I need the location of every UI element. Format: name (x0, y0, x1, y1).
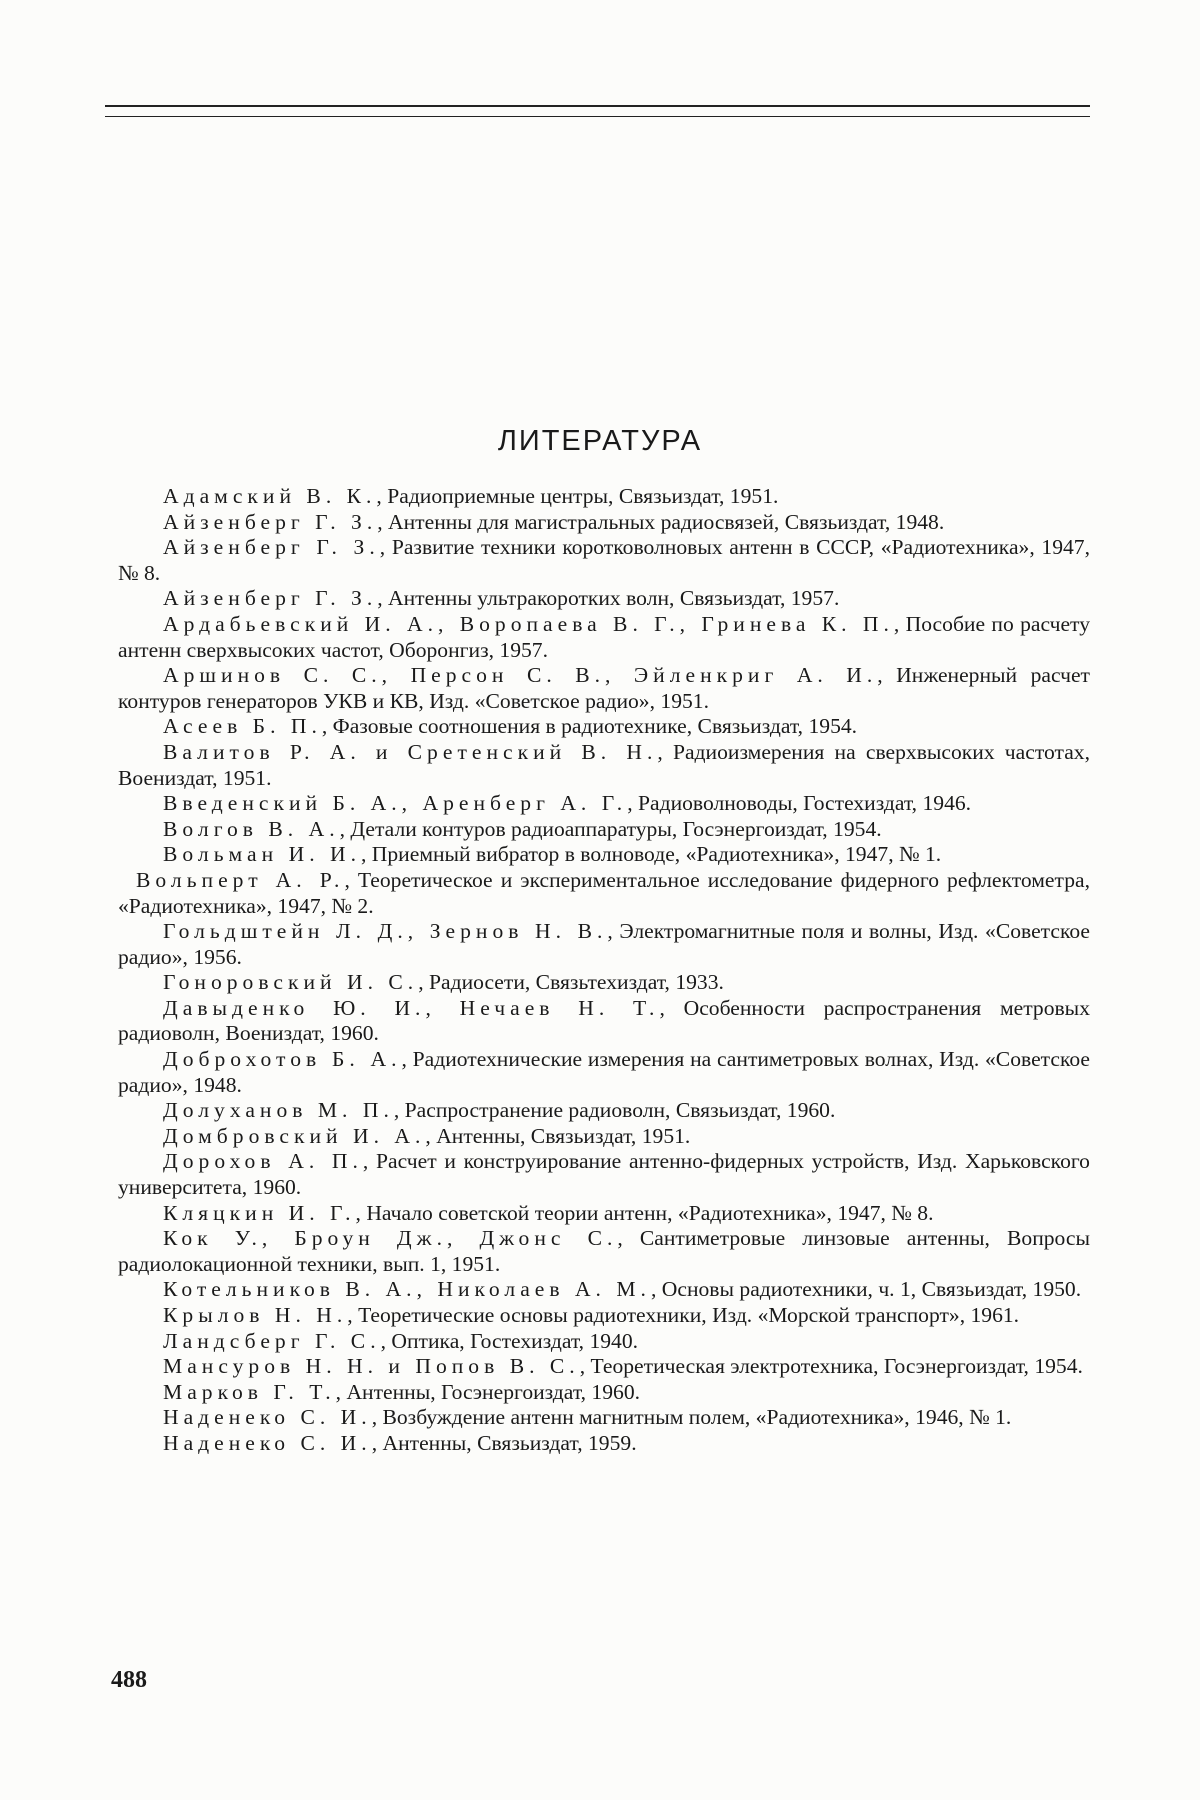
reference-entry (118, 1226, 1090, 1277)
reference-entry (118, 1405, 1090, 1431)
reference-details: , Возбуждение антенн магнитным полем, «Радиотехника», 1946, № 1. (371, 1405, 1012, 1430)
reference-details: , Распространение радиоволн, Связьиздат, 1960. (393, 1098, 836, 1123)
reference-entry (118, 663, 1090, 714)
reference-entry (118, 1303, 1090, 1329)
reference-entry (118, 586, 1090, 612)
reference-author: Гоноровский И. С. (163, 970, 419, 995)
page-number: 488 (111, 1667, 147, 1693)
reference-author: Давыденко Ю. И., Нечаев Н. Т. (163, 995, 660, 1020)
reference-author: Домбровский И. А. (163, 1123, 426, 1148)
reference-author: Айзенберг Г. З. (163, 535, 380, 560)
reference-author: Дорохов А. П. (163, 1149, 363, 1174)
reference-author: Айзенберг Г. З. (163, 509, 378, 534)
reference-author: Наденеко С. И. (163, 1405, 372, 1430)
reference-author: Кок У., Броун Дж., Джонс С. (163, 1226, 618, 1251)
reference-details: , Электромагнитные поля и волны, Изд. «Советское радио», 1956. (118, 919, 1090, 969)
reference-author: Ландсберг Г. С. (163, 1328, 381, 1353)
reference-entry (118, 1149, 1090, 1200)
reference-author: Асеев Б. П. (163, 714, 322, 739)
reference-details: , Начало советской теории антенн, «Радиотехника», 1947, № 8. (355, 1200, 934, 1225)
reference-entry (118, 842, 1090, 868)
reference-author: Наденеко С. И. (163, 1430, 372, 1455)
reference-entry (118, 510, 1090, 536)
reference-details: , Теоретическое и экспериментальное исследование фидерного рефлектометра, «Радиотехника», 1947, № 2. (118, 867, 1090, 918)
reference-details: , Оптика, Гостехиздат, 1940. (380, 1328, 639, 1353)
reference-list (118, 484, 1090, 1457)
reference-details: , Теоретическая электротехника, Госэнергоиздат, 1954. (579, 1354, 1083, 1379)
reference-details: , Основы радиотехники, ч. 1, Связьиздат, 1950. (650, 1277, 1082, 1302)
reference-author: Доброхотов Б. А. (163, 1047, 402, 1072)
reference-author: Айзенберг Г. З. (163, 586, 378, 611)
reference-details: , Сантиметровые линзовые антенны, Вопросы радиолокационной техники, вып. 1, 1951. (118, 1226, 1090, 1276)
reference-details: , Расчет и конструирование антенно-фидерных устройств, Изд. Харьковского университета, 1960. (118, 1149, 1090, 1200)
reference-details: , Инженерный расчет контуров генераторов УКВ и КВ, Изд. «Советское радио», 1951. (118, 663, 1090, 713)
reference-entry (118, 1124, 1090, 1150)
reference-entry (118, 868, 1090, 919)
reference-author: Вольман И. И. (163, 842, 361, 867)
reference-author: Аршинов С. С., Персон С. В., Эйленкриг А. И. (163, 663, 878, 688)
reference-entry (118, 791, 1090, 817)
reference-entry (118, 1431, 1090, 1457)
reference-details: , Радиосети, Связьтехиздат, 1933. (418, 970, 724, 995)
reference-entry (118, 1380, 1090, 1406)
reference-author: Крылов Н. Н. (163, 1303, 348, 1327)
reference-author: Марков Г. Т. (163, 1379, 336, 1404)
reference-entry (118, 1098, 1090, 1124)
reference-details: , Антенны, Связьиздат, 1959. (371, 1430, 637, 1455)
reference-entry (118, 996, 1090, 1047)
reference-details: , Радиоволноводы, Гостехиздат, 1946. (627, 791, 972, 816)
reference-details: , Приемный вибратор в волноводе, «Радиотехника», 1947, № 1. (360, 842, 942, 867)
reference-entry (118, 714, 1090, 740)
reference-author: Гольдштейн Л. Д., Зернов Н. В. (163, 919, 608, 944)
reference-author: Котельников В. А., Николаев А. М. (163, 1277, 651, 1302)
top-rule-thin (105, 116, 1090, 117)
reference-details: , Радиотехнические измерения на сантиметровых волнах, Изд. «Советское радио», 1948. (118, 1047, 1090, 1097)
top-rule (105, 105, 1090, 107)
reference-entry (118, 1277, 1090, 1303)
reference-author: Мансуров Н. Н. и Попов В. С. (163, 1354, 580, 1379)
reference-details: , Антенны ультракоротких волн, Связьиздат, 1957. (377, 586, 840, 611)
reference-details: , Особенности распространения метровых радиоволн, Воениздат, 1960. (118, 995, 1090, 1046)
reference-author: Адамский В. К. (163, 484, 377, 508)
reference-author: Валитов Р. А. и Сретенский В. Н. (163, 739, 658, 764)
reference-details: , Антенны, Госэнергоиздат, 1960. (335, 1379, 641, 1404)
reference-details: , Детали контуров радиоаппаратуры, Госэнергоиздат, 1954. (339, 816, 882, 841)
reference-details: , Радиоизмерения на сверхвысоких частотах, Воениздат, 1951. (118, 739, 1090, 790)
reference-details: , Пособие по расчету антенн сверхвысоких частот, Оборонгиз, 1957. (118, 611, 1090, 662)
reference-author: Вольперт А. Р. (136, 867, 345, 892)
reference-entry (118, 1329, 1090, 1355)
reference-author: Введенский Б. А., Аренберг А. Г. (163, 791, 628, 816)
reference-details: , Теоретические основы радиотехники, Изд. «Морской транспорт», 1961. (347, 1303, 1020, 1327)
reference-author: Ардабьевский И. А., Воропаева В. Г., Гринева К. П. (163, 611, 894, 636)
reference-entry (118, 484, 1090, 510)
reference-entry (118, 535, 1090, 586)
reference-entry (118, 970, 1090, 996)
reference-details: , Развитие техники коротковолновых антенн в СССР, «Радиотехника», 1947, № 8. (118, 535, 1090, 585)
reference-details: , Антенны для магистральных радиосвязей, Связьиздат, 1948. (377, 509, 945, 534)
reference-author: Долуханов М. П. (163, 1098, 394, 1123)
reference-details: , Антенны, Связьиздат, 1951. (425, 1123, 691, 1148)
reference-entry (118, 1201, 1090, 1227)
reference-entry (118, 612, 1090, 663)
reference-entry (118, 817, 1090, 843)
reference-details: , Фазовые соотношения в радиотехнике, Связьиздат, 1954. (321, 714, 858, 739)
reference-entry (118, 1047, 1090, 1098)
reference-entry (118, 740, 1090, 791)
reference-entry (118, 919, 1090, 970)
reference-author: Кляцкин И. Г. (163, 1200, 356, 1225)
reference-details: , Радиоприемные центры, Связьиздат, 1951. (376, 484, 779, 508)
reference-entry (118, 1354, 1090, 1380)
reference-author: Волгов В. А. (163, 816, 340, 841)
page-title: ЛИТЕРАТУРА (497, 425, 703, 457)
